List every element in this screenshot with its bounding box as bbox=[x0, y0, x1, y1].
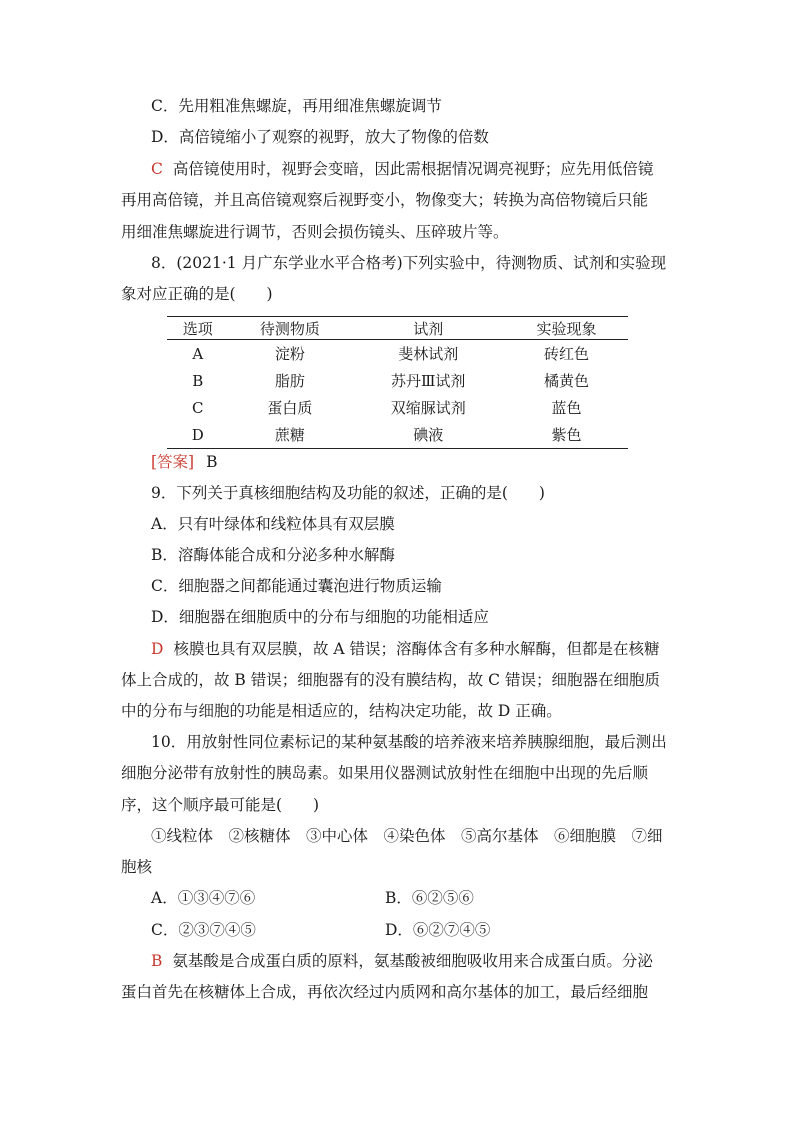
q7-explanation-line3: 用细准焦螺旋进行调节，否则会损伤镜头、压碎玻片等。 bbox=[121, 223, 509, 241]
q8-stem-line1: 8．(2021·1 月广东学业水平合格考)下列实验中，待测物质、试剂和实验现 bbox=[151, 254, 667, 272]
q10-items-line2: 胞核 bbox=[121, 858, 153, 876]
q9-option-c: C．细胞器之间都能通过囊泡进行物质运输 bbox=[151, 577, 442, 595]
table-cell: 脂肪 bbox=[274, 372, 305, 390]
q10-option-b: B．⑥②⑤⑥ bbox=[385, 889, 474, 907]
q10-option-c: C．②③⑦④⑤ bbox=[151, 921, 256, 939]
table-cell: 斐林试剂 bbox=[398, 345, 459, 363]
q7-exp-text-1: 高倍镜使用时，视野会变暗，因此需根据情况调亮视野；应先用低倍镜 bbox=[172, 160, 654, 178]
answer-tag: [答案] bbox=[151, 453, 195, 471]
table-cell: B bbox=[192, 371, 204, 390]
q9-option-a: A．只有叶绿体和线粒体具有双层膜 bbox=[151, 515, 395, 533]
table-header: 选项 bbox=[167, 317, 228, 340]
q8-table bbox=[167, 316, 628, 449]
table-row bbox=[167, 394, 628, 421]
table-cell: A bbox=[192, 344, 204, 363]
q10-answer-letter: B bbox=[151, 952, 163, 970]
table-cell: 双缩脲试剂 bbox=[390, 399, 466, 417]
q10-stem-line2: 细胞分泌带有放射性的胰岛素。如果用仪器测试放射性在细胞中出现的先后顺 bbox=[121, 764, 649, 782]
q7-option-c: C．先用粗准焦螺旋，再用细准焦螺旋调节 bbox=[151, 97, 442, 115]
q9-explanation-line3: 中的分布与细胞的功能是相适应的，结构决定功能，故 D 正确。 bbox=[121, 702, 562, 720]
answer-value: B bbox=[206, 453, 218, 471]
table-cell: C bbox=[191, 398, 204, 417]
q10-explanation-line2: 蛋白首先在核糖体上合成，再依次经过内质网和高尔基体的加工，最后经细胞 bbox=[121, 983, 649, 1001]
table-cell: 蓝色 bbox=[551, 399, 582, 417]
table-row bbox=[167, 421, 628, 449]
q9-answer-letter: D bbox=[151, 640, 164, 658]
q7-explanation-line2: 再用高倍镜，并且高倍镜观察后视野变小，物像变大；转换为高倍物镜后只能 bbox=[121, 191, 649, 209]
table-header: 待测物质 bbox=[228, 317, 351, 340]
table-cell: 碘液 bbox=[351, 421, 505, 449]
q10-items-line1: ①线粒体 ②核糖体 ③中心体 ④染色体 ⑤高尔基体 ⑥细胞膜 ⑦细 bbox=[151, 827, 663, 845]
table-cell: 蔗糖 bbox=[228, 421, 351, 449]
table-cell: 蛋白质 bbox=[267, 399, 313, 417]
table-cell: D bbox=[167, 421, 228, 449]
q10-option-d: D．⑥②⑦④⑤ bbox=[385, 921, 491, 939]
q7-explanation-line1 bbox=[151, 159, 653, 179]
q9-explanation-line2: 体上合成的，故 B 错误；细胞器有的没有膜结构，故 C 错误；细胞器在细胞质 bbox=[121, 671, 660, 689]
q10-stem-line1: 10．用放射性同位素标记的某种氨基酸的培养液来培养胰腺细胞，最后测出 bbox=[151, 733, 667, 751]
q10-stem-line3: 序，这个顺序最可能是( ) bbox=[121, 796, 320, 814]
q8-answer bbox=[151, 452, 218, 472]
q7-answer-letter: C bbox=[151, 160, 163, 178]
table-header-row bbox=[167, 317, 628, 340]
q9-exp-text-1: 核膜也具有双层膜，故 A 错误；溶酶体含有多种水解酶，但都是在核糖 bbox=[173, 640, 660, 658]
q10-exp-text-1: 氨基酸是合成蛋白质的原料，氨基酸被细胞吸收用来合成蛋白质。分泌 bbox=[172, 952, 653, 970]
q9-option-b: B．溶酶体能合成和分泌多种水解酶 bbox=[151, 546, 395, 564]
table-cell: 橘黄色 bbox=[544, 372, 590, 390]
q9-option-d: D．细胞器在细胞质中的分布与细胞的功能相适应 bbox=[151, 608, 489, 626]
table-cell: 砖红色 bbox=[544, 345, 590, 363]
q10-option-a: A．①③④⑦⑥ bbox=[151, 889, 256, 907]
q9-stem: 9．下列关于真核细胞结构及功能的叙述，正确的是( ) bbox=[151, 484, 545, 502]
table-header: 实验现象 bbox=[505, 317, 628, 340]
q10-explanation-line1 bbox=[151, 951, 653, 971]
table-cell: 苏丹Ⅲ试剂 bbox=[390, 372, 466, 390]
table-cell: 淀粉 bbox=[274, 345, 305, 363]
q9-explanation-line1 bbox=[151, 639, 660, 659]
q8-stem-line2: 象对应正确的是( ) bbox=[121, 285, 273, 303]
table-row bbox=[167, 340, 628, 368]
table-header: 试剂 bbox=[351, 317, 505, 340]
q7-option-d: D．高倍镜缩小了观察的视野，放大了物像的倍数 bbox=[151, 128, 489, 146]
table-row bbox=[167, 367, 628, 394]
table-cell: 紫色 bbox=[505, 421, 628, 449]
